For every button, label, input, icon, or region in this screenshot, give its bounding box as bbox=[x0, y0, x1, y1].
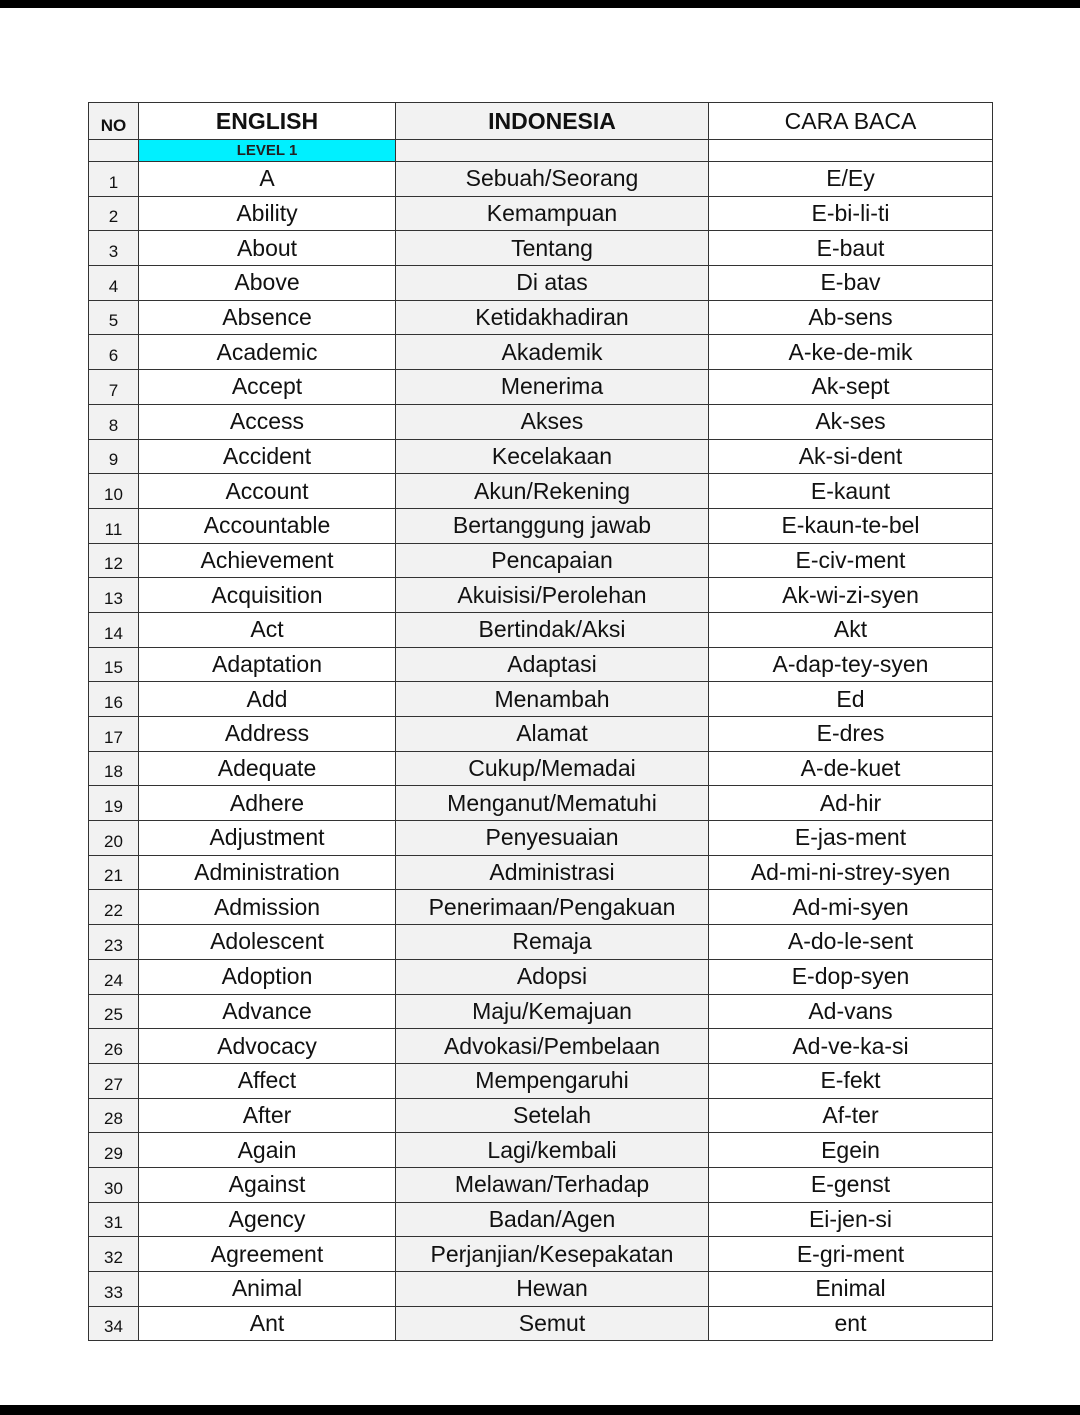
english-word: Absence bbox=[139, 300, 396, 335]
english-word: Agency bbox=[139, 1202, 396, 1237]
pronunciation: A-dap-tey-syen bbox=[709, 647, 993, 682]
english-word: Academic bbox=[139, 335, 396, 370]
pronunciation: ent bbox=[709, 1306, 993, 1341]
level-indonesia-cell bbox=[396, 140, 709, 162]
table-row bbox=[89, 1133, 993, 1168]
row-number: 32 bbox=[89, 1237, 139, 1272]
pronunciation: E/Ey bbox=[709, 162, 993, 197]
english-word: Administration bbox=[139, 855, 396, 890]
table-row bbox=[89, 162, 993, 197]
indonesia-translation: Penerimaan/Pengakuan bbox=[396, 890, 709, 925]
english-word: Act bbox=[139, 612, 396, 647]
vocabulary-table bbox=[88, 102, 993, 1341]
table-row bbox=[89, 1029, 993, 1064]
row-number: 19 bbox=[89, 786, 139, 821]
pronunciation: E-baut bbox=[709, 231, 993, 266]
table-row bbox=[89, 786, 993, 821]
row-number: 21 bbox=[89, 855, 139, 890]
indonesia-translation: Perjanjian/Kesepakatan bbox=[396, 1237, 709, 1272]
pronunciation: Ad-mi-syen bbox=[709, 890, 993, 925]
english-word: After bbox=[139, 1098, 396, 1133]
row-number: 12 bbox=[89, 543, 139, 578]
table-row bbox=[89, 300, 993, 335]
pronunciation: E-dop-syen bbox=[709, 959, 993, 994]
indonesia-translation: Ketidakhadiran bbox=[396, 300, 709, 335]
pronunciation: Akt bbox=[709, 612, 993, 647]
pronunciation: Ak-wi-zi-syen bbox=[709, 578, 993, 613]
table-row bbox=[89, 612, 993, 647]
table-row bbox=[89, 959, 993, 994]
indonesia-translation: Di atas bbox=[396, 266, 709, 301]
header-indonesia: INDONESIA bbox=[396, 103, 709, 140]
english-word: Animal bbox=[139, 1272, 396, 1307]
table-row bbox=[89, 751, 993, 786]
table-row bbox=[89, 335, 993, 370]
pronunciation: E-genst bbox=[709, 1167, 993, 1202]
indonesia-translation: Badan/Agen bbox=[396, 1202, 709, 1237]
pronunciation: E-kaunt bbox=[709, 474, 993, 509]
top-bar bbox=[0, 0, 1080, 8]
pronunciation: A-do-le-sent bbox=[709, 925, 993, 960]
level-label: LEVEL 1 bbox=[139, 140, 396, 162]
english-word: Add bbox=[139, 682, 396, 717]
indonesia-translation: Mempengaruhi bbox=[396, 1063, 709, 1098]
english-word: Accept bbox=[139, 370, 396, 405]
indonesia-translation: Adopsi bbox=[396, 959, 709, 994]
table-row bbox=[89, 1167, 993, 1202]
row-number: 10 bbox=[89, 474, 139, 509]
table-row bbox=[89, 717, 993, 752]
english-word: About bbox=[139, 231, 396, 266]
english-word: A bbox=[139, 162, 396, 197]
english-word: Above bbox=[139, 266, 396, 301]
english-word: Accountable bbox=[139, 508, 396, 543]
table-row bbox=[89, 1272, 993, 1307]
pronunciation: Ak-sept bbox=[709, 370, 993, 405]
indonesia-translation: Cukup/Memadai bbox=[396, 751, 709, 786]
pronunciation: Ak-ses bbox=[709, 404, 993, 439]
table-row bbox=[89, 543, 993, 578]
pronunciation: A-ke-de-mik bbox=[709, 335, 993, 370]
english-word: Agreement bbox=[139, 1237, 396, 1272]
row-number: 14 bbox=[89, 612, 139, 647]
pronunciation: E-bi-li-ti bbox=[709, 196, 993, 231]
pronunciation: E-fekt bbox=[709, 1063, 993, 1098]
english-word: Accident bbox=[139, 439, 396, 474]
pronunciation: Ei-jen-si bbox=[709, 1202, 993, 1237]
row-number: 4 bbox=[89, 266, 139, 301]
english-word: Adolescent bbox=[139, 925, 396, 960]
table-row bbox=[89, 1306, 993, 1341]
row-number: 13 bbox=[89, 578, 139, 613]
header-no: NO bbox=[89, 103, 139, 140]
row-number: 3 bbox=[89, 231, 139, 266]
table-row bbox=[89, 266, 993, 301]
indonesia-translation: Akuisisi/Perolehan bbox=[396, 578, 709, 613]
row-number: 34 bbox=[89, 1306, 139, 1341]
indonesia-translation: Akun/Rekening bbox=[396, 474, 709, 509]
table-row bbox=[89, 578, 993, 613]
row-number: 26 bbox=[89, 1029, 139, 1064]
pronunciation: Ab-sens bbox=[709, 300, 993, 335]
english-word: Advocacy bbox=[139, 1029, 396, 1064]
pronunciation: Ed bbox=[709, 682, 993, 717]
indonesia-translation: Hewan bbox=[396, 1272, 709, 1307]
indonesia-translation: Penyesuaian bbox=[396, 821, 709, 856]
pronunciation: E-gri-ment bbox=[709, 1237, 993, 1272]
row-number: 25 bbox=[89, 994, 139, 1029]
row-number: 31 bbox=[89, 1202, 139, 1237]
table-row bbox=[89, 474, 993, 509]
row-number: 23 bbox=[89, 925, 139, 960]
table-row bbox=[89, 890, 993, 925]
row-number: 1 bbox=[89, 162, 139, 197]
level-row bbox=[89, 140, 993, 162]
english-word: Advance bbox=[139, 994, 396, 1029]
english-word: Achievement bbox=[139, 543, 396, 578]
table-row bbox=[89, 508, 993, 543]
indonesia-translation: Advokasi/Pembelaan bbox=[396, 1029, 709, 1064]
row-number: 11 bbox=[89, 508, 139, 543]
row-number: 18 bbox=[89, 751, 139, 786]
english-word: Adaptation bbox=[139, 647, 396, 682]
table-row bbox=[89, 404, 993, 439]
indonesia-translation: Menganut/Mematuhi bbox=[396, 786, 709, 821]
header-row bbox=[89, 103, 993, 140]
pronunciation: E-jas-ment bbox=[709, 821, 993, 856]
pronunciation: Ak-si-dent bbox=[709, 439, 993, 474]
table-row bbox=[89, 925, 993, 960]
indonesia-translation: Bertanggung jawab bbox=[396, 508, 709, 543]
pronunciation: A-de-kuet bbox=[709, 751, 993, 786]
table-row bbox=[89, 1237, 993, 1272]
row-number: 9 bbox=[89, 439, 139, 474]
table-row bbox=[89, 682, 993, 717]
table-row bbox=[89, 370, 993, 405]
row-number: 29 bbox=[89, 1133, 139, 1168]
bottom-bar bbox=[0, 1405, 1080, 1415]
table-row bbox=[89, 994, 993, 1029]
level-no-cell bbox=[89, 140, 139, 162]
table-row bbox=[89, 196, 993, 231]
indonesia-translation: Bertindak/Aksi bbox=[396, 612, 709, 647]
indonesia-translation: Adaptasi bbox=[396, 647, 709, 682]
table-row bbox=[89, 231, 993, 266]
header-english: ENGLISH bbox=[139, 103, 396, 140]
table-row bbox=[89, 439, 993, 474]
pronunciation: Ad-mi-ni-strey-syen bbox=[709, 855, 993, 890]
indonesia-translation: Akademik bbox=[396, 335, 709, 370]
table-row bbox=[89, 821, 993, 856]
indonesia-translation: Melawan/Terhadap bbox=[396, 1167, 709, 1202]
row-number: 17 bbox=[89, 717, 139, 752]
pronunciation: Ad-vans bbox=[709, 994, 993, 1029]
english-word: Against bbox=[139, 1167, 396, 1202]
row-number: 2 bbox=[89, 196, 139, 231]
row-number: 6 bbox=[89, 335, 139, 370]
header-cara-baca: CARA BACA bbox=[709, 103, 993, 140]
english-word: Affect bbox=[139, 1063, 396, 1098]
indonesia-translation: Akses bbox=[396, 404, 709, 439]
indonesia-translation: Kecelakaan bbox=[396, 439, 709, 474]
row-number: 28 bbox=[89, 1098, 139, 1133]
indonesia-translation: Pencapaian bbox=[396, 543, 709, 578]
table-row bbox=[89, 855, 993, 890]
english-word: Address bbox=[139, 717, 396, 752]
pronunciation: Af-ter bbox=[709, 1098, 993, 1133]
indonesia-translation: Alamat bbox=[396, 717, 709, 752]
pronunciation: Egein bbox=[709, 1133, 993, 1168]
table-row bbox=[89, 647, 993, 682]
english-word: Acquisition bbox=[139, 578, 396, 613]
english-word: Access bbox=[139, 404, 396, 439]
pronunciation: E-bav bbox=[709, 266, 993, 301]
level-cara-baca-cell bbox=[709, 140, 993, 162]
english-word: Adhere bbox=[139, 786, 396, 821]
table-row bbox=[89, 1063, 993, 1098]
row-number: 8 bbox=[89, 404, 139, 439]
english-word: Adoption bbox=[139, 959, 396, 994]
row-number: 7 bbox=[89, 370, 139, 405]
indonesia-translation: Setelah bbox=[396, 1098, 709, 1133]
english-word: Ability bbox=[139, 196, 396, 231]
table-row bbox=[89, 1098, 993, 1133]
english-word: Account bbox=[139, 474, 396, 509]
row-number: 15 bbox=[89, 647, 139, 682]
row-number: 22 bbox=[89, 890, 139, 925]
row-number: 20 bbox=[89, 821, 139, 856]
indonesia-translation: Semut bbox=[396, 1306, 709, 1341]
row-number: 5 bbox=[89, 300, 139, 335]
pronunciation: E-dres bbox=[709, 717, 993, 752]
pronunciation: E-civ-ment bbox=[709, 543, 993, 578]
indonesia-translation: Sebuah/Seorang bbox=[396, 162, 709, 197]
row-number: 24 bbox=[89, 959, 139, 994]
table-row bbox=[89, 1202, 993, 1237]
english-word: Adjustment bbox=[139, 821, 396, 856]
english-word: Admission bbox=[139, 890, 396, 925]
pronunciation: E-kaun-te-bel bbox=[709, 508, 993, 543]
indonesia-translation: Menerima bbox=[396, 370, 709, 405]
pronunciation: Ad-hir bbox=[709, 786, 993, 821]
row-number: 30 bbox=[89, 1167, 139, 1202]
indonesia-translation: Administrasi bbox=[396, 855, 709, 890]
english-word: Adequate bbox=[139, 751, 396, 786]
indonesia-translation: Menambah bbox=[396, 682, 709, 717]
row-number: 27 bbox=[89, 1063, 139, 1098]
indonesia-translation: Kemampuan bbox=[396, 196, 709, 231]
row-number: 33 bbox=[89, 1272, 139, 1307]
indonesia-translation: Tentang bbox=[396, 231, 709, 266]
pronunciation: Enimal bbox=[709, 1272, 993, 1307]
pronunciation: Ad-ve-ka-si bbox=[709, 1029, 993, 1064]
english-word: Again bbox=[139, 1133, 396, 1168]
english-word: Ant bbox=[139, 1306, 396, 1341]
indonesia-translation: Remaja bbox=[396, 925, 709, 960]
indonesia-translation: Lagi/kembali bbox=[396, 1133, 709, 1168]
row-number: 16 bbox=[89, 682, 139, 717]
indonesia-translation: Maju/Kemajuan bbox=[396, 994, 709, 1029]
